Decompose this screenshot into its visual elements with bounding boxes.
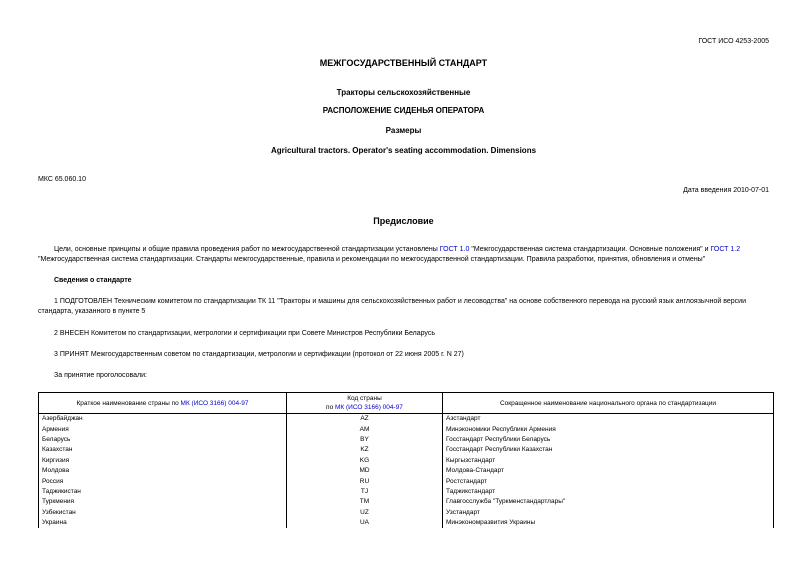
- table-row: [39, 424, 774, 434]
- foreword-text-a: Цели, основные принципы и общие правила проведения работ по межгосударственной стандартизации установлены: [54, 246, 440, 253]
- table-row: [39, 476, 774, 486]
- cell-code: BY: [287, 435, 443, 445]
- cell-body: Кыргызстандарт: [443, 456, 774, 466]
- mks-code: МКС 65.060.10: [38, 176, 86, 183]
- cell-code: AZ: [287, 414, 443, 425]
- cell-body: Главгосслужба "Туркменстандартлары": [443, 497, 774, 507]
- cell-body: Таджикстандарт: [443, 487, 774, 497]
- table-row: [39, 508, 774, 518]
- cell-country: Узбекистан: [39, 508, 287, 518]
- header-body: Сокращенное наименование национального органа по стандартизации: [443, 393, 774, 414]
- cell-country: Беларусь: [39, 435, 287, 445]
- mk-iso-code-link[interactable]: МК (ИСО 3166) 004-97: [335, 404, 403, 411]
- table-row: [39, 414, 774, 425]
- cell-country: Туркмения: [39, 497, 287, 507]
- header-code: [287, 393, 443, 414]
- table-row: [39, 518, 774, 528]
- cell-code: KZ: [287, 445, 443, 455]
- table-row: [39, 497, 774, 507]
- cell-country: Россия: [39, 476, 287, 486]
- introduction-date: Дата введения 2010-07-01: [683, 187, 769, 194]
- header-country: [39, 393, 287, 414]
- table-row: [39, 445, 774, 455]
- cell-body: Азстандарт: [443, 414, 774, 425]
- info-title: Сведения о стандарте: [54, 277, 132, 284]
- gost-1-0-link[interactable]: ГОСТ 1.0: [439, 246, 470, 253]
- cell-country: Азербайджан: [39, 414, 287, 425]
- foreword-title: Предисловие: [373, 216, 434, 226]
- title-line-1: Тракторы сельскохозяйственные: [336, 88, 471, 97]
- cell-code: MD: [287, 466, 443, 476]
- cell-body: Узстандарт: [443, 508, 774, 518]
- cell-body: Молдова-Стандарт: [443, 466, 774, 476]
- title-english: Agricultural tractors. Operator's seating accommodation. Dimensions: [270, 146, 537, 155]
- title-line-2: РАСПОЛОЖЕНИЕ СИДЕНЬЯ ОПЕРАТОРА: [322, 106, 485, 115]
- info-item-1: 1 ПОДГОТОВЛЕН Техническим комитетом по стандартизации ТК 11 "Тракторы и машины для сельскохозяйственных работ и лесоводства" на основе собственного перевода на русский язык англоязычной версии стандарта, указанного в пункте 5: [38, 298, 746, 315]
- cell-code: AM: [287, 424, 443, 434]
- cell-body: Минэкономики Республики Армения: [443, 424, 774, 434]
- cell-country: Казахстан: [39, 445, 287, 455]
- cell-country: Таджикистан: [39, 487, 287, 497]
- gost-1-2-link[interactable]: ГОСТ 1.2: [710, 246, 741, 253]
- cell-body: Госстандарт Республики Казахстан: [443, 445, 774, 455]
- info-item-2: 2 ВНЕСЕН Комитетом по стандартизации, метрологии и сертификации при Совете Министров Республики Беларусь: [54, 330, 435, 337]
- cell-body: Госстандарт Республики Беларусь: [443, 435, 774, 445]
- foreword-paragraph: [38, 245, 773, 265]
- info-item-3: 3 ПРИНЯТ Межгосударственным советом по стандартизации, метрологии и сертификации (протокол от 22 июня 2005 г. N 27): [54, 351, 464, 358]
- countries-table: [38, 392, 774, 528]
- header-code-text: Код страны: [347, 395, 382, 402]
- table-row: [39, 466, 774, 476]
- cell-body: Минэкономразвития Украины: [443, 518, 774, 528]
- standard-heading: МЕЖГОСУДАРСТВЕННЫЙ СТАНДАРТ: [319, 58, 488, 68]
- cell-body: Ростстандарт: [443, 476, 774, 486]
- cell-country: Украина: [39, 518, 287, 528]
- table-row: [39, 456, 774, 466]
- table-row: [39, 487, 774, 497]
- document-code: ГОСТ ИСО 4253-2005: [698, 38, 769, 45]
- cell-code: TJ: [287, 487, 443, 497]
- header-code-prefix: по: [326, 404, 335, 411]
- cell-country: Армения: [39, 424, 287, 434]
- cell-country: Молдова: [39, 466, 287, 476]
- title-line-3: Размеры: [385, 126, 422, 135]
- foreword-text-c: "Межгосударственная система стандартизации. Стандарты межгосударственные, правила и рекомендации по межгосударственной стандартизации. Правила разработки, принятия, обновления и отмены": [38, 256, 706, 263]
- foreword-text-b: "Межгосударственная система стандартизации. Основные положения" и: [469, 246, 711, 253]
- voted-label: За принятие проголосовали:: [54, 372, 147, 379]
- mk-iso-link[interactable]: МК (ИСО 3166) 004-97: [180, 399, 249, 407]
- cell-code: KG: [287, 456, 443, 466]
- cell-code: UA: [287, 518, 443, 528]
- header-country-text: Краткое наименование страны по: [76, 399, 181, 407]
- cell-code: TM: [287, 497, 443, 507]
- cell-code: UZ: [287, 508, 443, 518]
- cell-code: RU: [287, 476, 443, 486]
- table-row: [39, 435, 774, 445]
- cell-country: Киргизия: [39, 456, 287, 466]
- table-header-row: [39, 393, 774, 414]
